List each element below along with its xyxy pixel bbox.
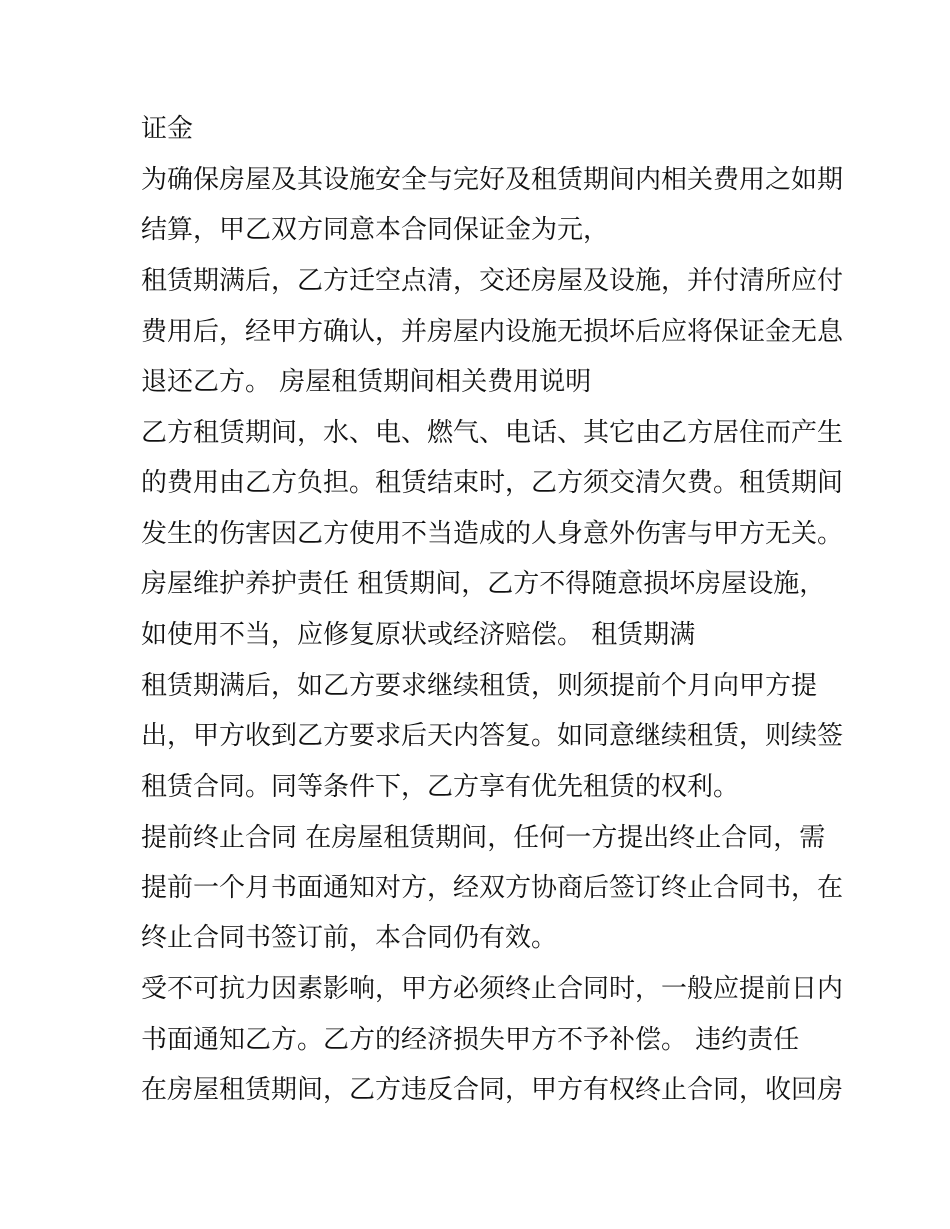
text-line: 如使用不当，应修复原状或经济赔偿。 租赁期满	[141, 620, 696, 650]
text-line: 乙方租赁期间，水、电、燃气、电话、其它由乙方居住而产生	[141, 418, 844, 448]
text-line: 租赁期满后，如乙方要求继续租赁，则须提前个月向甲方提	[141, 671, 818, 701]
text-line: 租赁合同。同等条件下，乙方享有优先租赁的权利。	[141, 772, 740, 802]
text-line: 在房屋租赁期间，乙方违反合同，甲方有权终止合同，收回房	[141, 1075, 844, 1105]
text-line: 出，甲方收到乙方要求后天内答复。如同意继续租赁，则续签	[141, 721, 844, 751]
text-line: 的费用由乙方负担。租赁结束时，乙方须交清欠费。租赁期间	[141, 468, 844, 498]
text-line: 费用后，经甲方确认，并房屋内设施无损坏后应将保证金无息	[141, 317, 844, 347]
text-line: 结算，甲乙双方同意本合同保证金为元，	[141, 215, 610, 245]
text-line: 房屋维护养护责任 租赁期间，乙方不得随意损坏房屋设施，	[141, 569, 826, 599]
text-line: 书面通知乙方。乙方的经济损失甲方不予补偿。 违约责任	[141, 1025, 800, 1055]
text-line: 证金	[141, 114, 194, 144]
text-line: 提前终止合同 在房屋租赁期间，任何一方提出终止合同，需	[141, 823, 826, 853]
text-line: 退还乙方。 房屋租赁期间相关费用说明	[141, 367, 592, 397]
text-line: 为确保房屋及其设施安全与完好及租赁期间内相关费用之如期	[141, 165, 844, 195]
text-line: 受不可抗力因素影响，甲方必须终止合同时，一般应提前日内	[141, 974, 844, 1004]
text-line: 租赁期满后，乙方迁空点清，交还房屋及设施，并付清所应付	[141, 266, 844, 296]
text-line: 发生的伤害因乙方使用不当造成的人身意外伤害与甲方无关。	[141, 519, 844, 549]
text-line: 终止合同书签订前，本合同仍有效。	[141, 923, 558, 953]
text-line: 提前一个月书面通知对方，经双方协商后签订终止合同书，在	[141, 873, 844, 903]
